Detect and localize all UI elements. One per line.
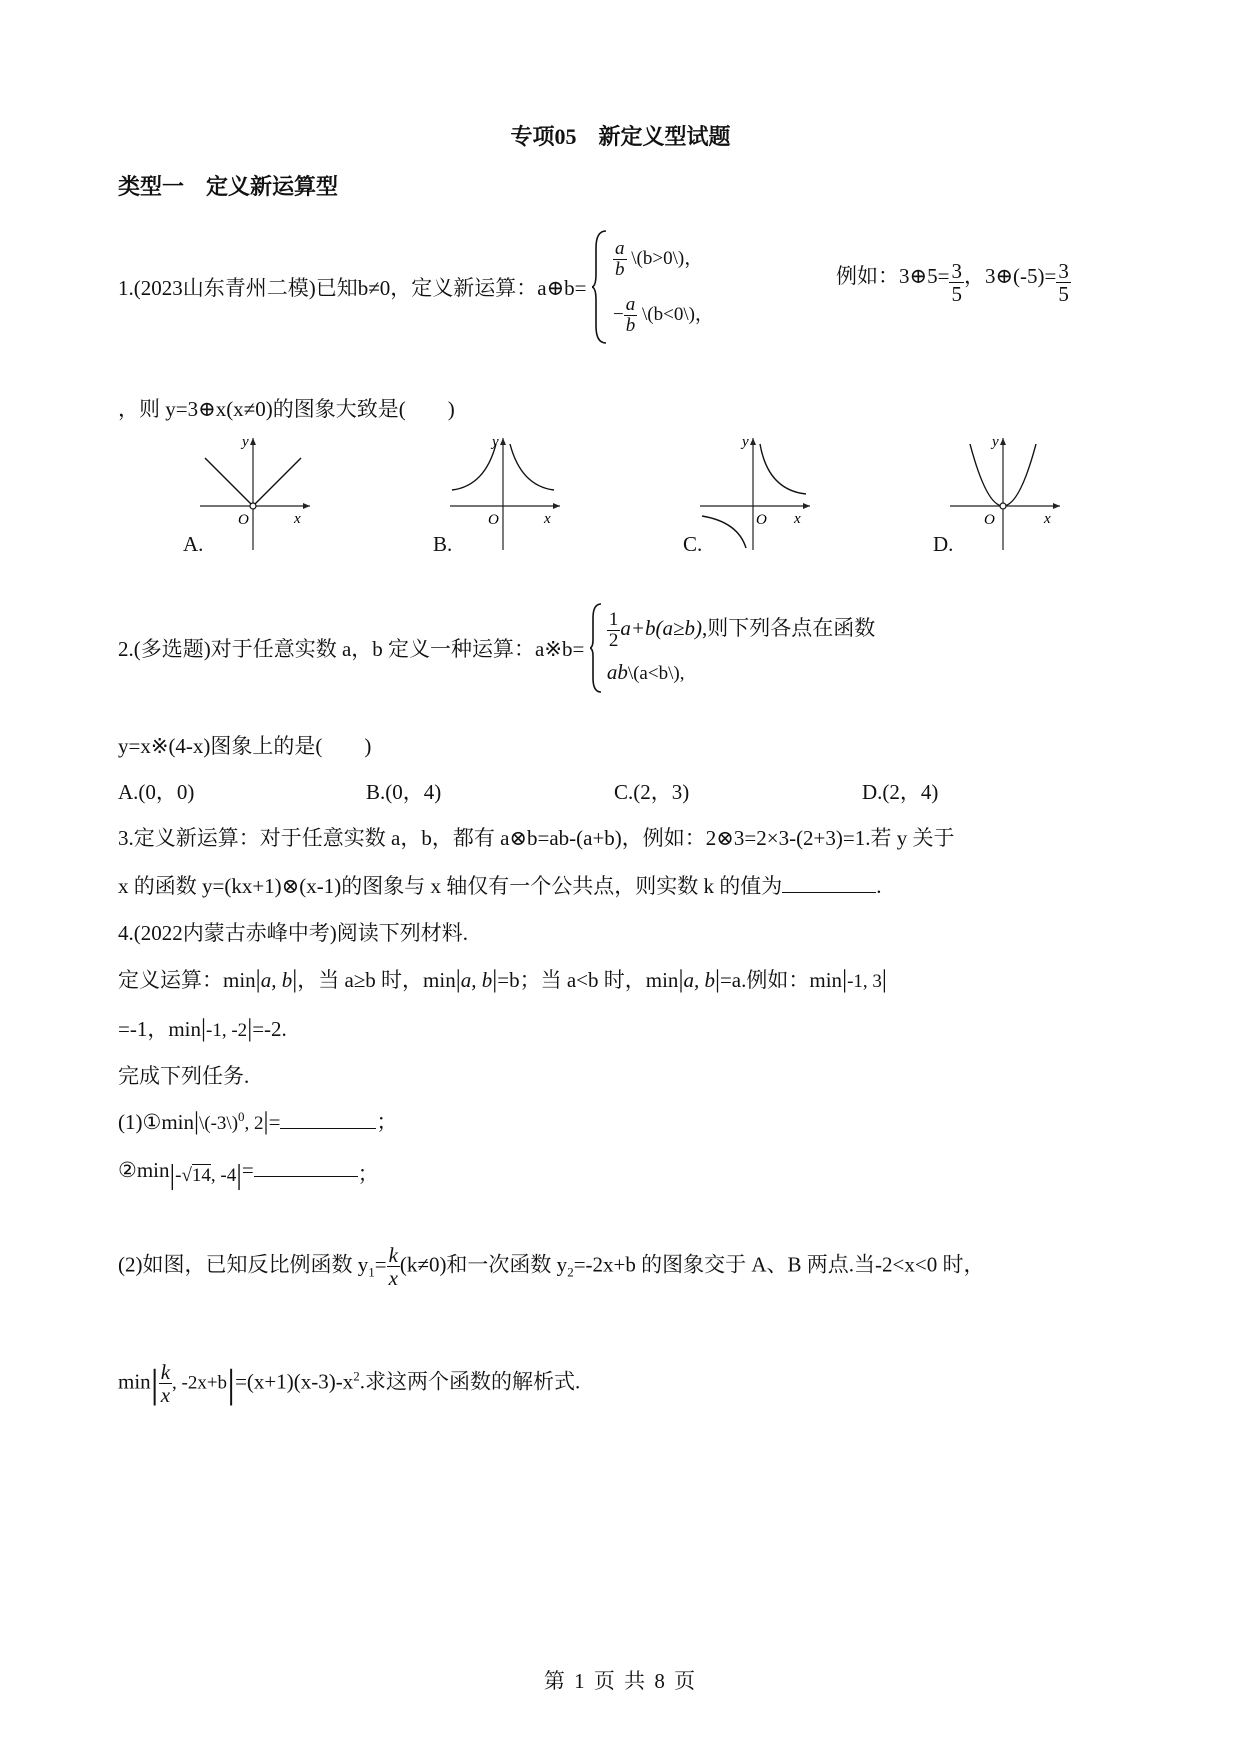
answer-blank[interactable]: [254, 1158, 358, 1177]
q2-line2: y=x※(4-x)图象上的是( ): [118, 734, 372, 758]
q2-option-b[interactable]: B.(0，4): [366, 780, 442, 804]
q1-example: 例如：3⊕5= $\frac{3}{5}$ ，3⊕(-5)= $\frac{3}{5}$: [836, 259, 1069, 307]
page-footer: 第 1 页 共 8 页: [543, 1669, 698, 1693]
option-a-label[interactable]: A.: [183, 532, 204, 556]
q3-line1: 3.定义新运算：对于任意实数 a，b，都有 a⊗b=ab-(a+b)，例如：2⊗3=2×3-(2+3)=1.若 y 关于: [118, 826, 955, 850]
q4-example-cont: =-1，min|-1, -2|=-2.: [118, 1015, 287, 1042]
option-b-label[interactable]: B.: [433, 532, 453, 556]
section-heading: 类型一 定义新运算型: [118, 174, 339, 199]
option-c-label[interactable]: C.: [683, 532, 703, 556]
svg-text:O: O: [488, 512, 499, 528]
svg-text:O: O: [984, 512, 995, 528]
svg-text:y: y: [492, 434, 499, 450]
graph-a-y-label: y: [242, 434, 249, 450]
q2-prefix: 2.(多选题)对于任意实数 a，b 定义一种运算：a※b=: [118, 637, 585, 661]
svg-text:x: x: [1044, 511, 1051, 527]
svg-text:O: O: [238, 512, 249, 528]
q2-option-a[interactable]: A.(0，0): [118, 780, 195, 804]
answer-blank[interactable]: [280, 1110, 376, 1129]
question-1-line1: [118, 228, 714, 346]
q1-case2: − $\frac{a}{b}$ \(b<0\)，: [613, 294, 714, 337]
graph-c-odd-hyperbola: [690, 432, 820, 552]
q2-piecewise: [590, 602, 876, 694]
q2-option-c[interactable]: C.(2，3): [614, 780, 690, 804]
graph-b-even-hyperbola: [440, 432, 570, 552]
answer-blank[interactable]: [782, 874, 876, 893]
left-brace-icon: [590, 602, 602, 694]
q2-option-d[interactable]: D.(2，4): [862, 780, 939, 804]
q4-definition: 定义运算：min|a, b|，当 a≥b 时，min|a, b|=b；当 a<b 时，min|a, b|=a.例如：min|-1, 3|: [118, 966, 887, 993]
svg-text:y: y: [992, 434, 999, 450]
q2-case2: ab\(a<b\),: [606, 660, 685, 684]
q3-line2: x 的函数 y=(kx+1)⊗(x-1)的图象与 x 轴仅有一个公共点，则实数 k 的值为 .: [118, 874, 882, 898]
graph-d-parabola: [940, 432, 1070, 552]
page-title: 专项05 新定义型试题: [510, 124, 731, 149]
q1-line2: ，则 y=3⊕x(x≠0)的图象大致是( ): [118, 397, 455, 421]
question-2-line1: [118, 602, 875, 694]
graph-a-v-shape: [190, 432, 320, 552]
q1-piecewise: [592, 228, 714, 346]
svg-text:x: x: [294, 511, 301, 527]
q4-part2-line2: min| $\frac{k}{x}$ , $-2x+b|=(x+1)(x-3)-x^2$.求这两个函数的解析式.: [118, 1359, 581, 1407]
svg-text:x: x: [544, 511, 551, 527]
left-brace-icon: [592, 228, 608, 346]
svg-text:O: O: [756, 512, 767, 528]
q4-part1-item2: ②min|-√14, -4|= ；: [118, 1158, 379, 1192]
q1-case1-condition: \(b>0\)，: [631, 248, 704, 269]
q4-part1-item1: (1)①min|\(-3\)$^0$, 2|= ；: [118, 1108, 398, 1135]
q1-case2-condition: \(b<0\)，: [642, 304, 714, 325]
svg-text:x: x: [794, 511, 801, 527]
q4-tasks-heading: 完成下列任务.: [118, 1064, 250, 1088]
q4-line1: 4.(2022内蒙古赤峰中考)阅读下列材料.: [118, 921, 468, 945]
svg-text:y: y: [742, 434, 749, 450]
option-d-label[interactable]: D.: [933, 532, 954, 556]
q1-prefix: 1.(2023山东青州二模)已知b≠0，定义新运算：a⊕b=: [118, 276, 587, 300]
q2-case1: $\frac{1}{2}$ a+b(a≥b),则下列各点在函数: [608, 608, 876, 651]
q1-case1: $\frac{a}{b}$ \(b>0\)，: [615, 238, 704, 281]
q4-part2-line1: (2)如图，已知反比例函数 $y_1=$ $\frac{k}{x}$ (k≠0)和一次函数 $y_2=-2x+b$ 的图象交于 A、B 两点.当-2<x<0 时，: [118, 1243, 985, 1291]
